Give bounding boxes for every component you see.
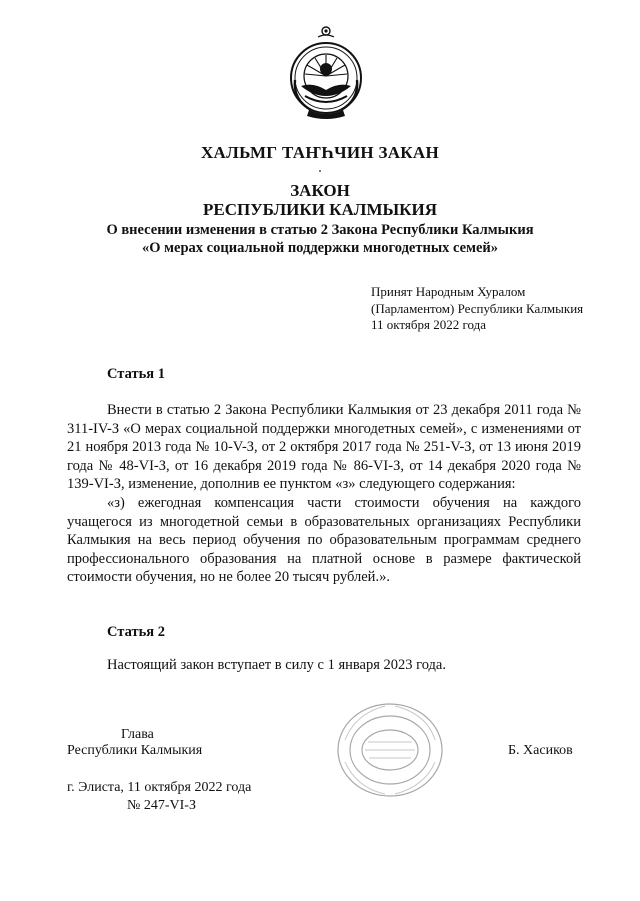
signatory-name: Б. Хасиков	[508, 743, 573, 758]
place-and-date: г. Элиста, 11 октября 2022 года	[67, 780, 252, 795]
signatory-position-line2: Республики Калмыкия	[67, 743, 203, 758]
kalmykia-coat-of-arms-icon	[287, 24, 365, 122]
article2-paragraph1: Настоящий закон вступает в силу с 1 января 2023 года.	[107, 657, 446, 673]
article2-heading: Статья 2	[107, 624, 165, 640]
adopted-line2: (Парламентом) Республики Калмыкия	[371, 301, 584, 316]
law-subtitle-line2: «О мерах социальной поддержки многодетных семей»	[142, 240, 498, 256]
emblem	[287, 24, 365, 122]
article1-paragraph1: Внести в статью 2 Закона Республики Калмыкия от 23 декабря 2011 года № 311-IV-З «О мерах социальной поддержки многодетных семей», с изменениями от 21 ноября 2013 года № 10-V-З, от 2 октября 2017 года № 251-V-З, от 13 июня 2019 года № 48-VI-З, от 16 декабря 2019 года № 86-VI-З, от 14 декабря 2020 года № 139-VI-З, изменение, дополнив ее пунктом «з» следующего содержания:	[67, 402, 581, 492]
law-title-kalmyk: ХАЛЬМГ ТАҤҺЧИН ЗАКАН	[200, 143, 440, 162]
law-title-line2: РЕСПУБЛИКИ КАЛМЫКИЯ	[202, 200, 438, 219]
signatory-position-line1: Глава	[121, 727, 154, 742]
scan-speck	[319, 170, 321, 172]
adopted-line3: 11 октября 2022 года	[371, 317, 487, 332]
official-stamp	[335, 700, 445, 800]
adopted-line1: Принят Народным Хуралом	[371, 284, 526, 299]
official-round-stamp-icon	[335, 700, 445, 800]
article1-paragraph2: «з) ежегодная компенсация части стоимости обучения на каждого учащегося из многодетной семьи в образовательных организациях Республики Калмыкия на весь период обучения по образовательным программам среднего профессионального образования на платной основе в размере фактической стоимости обучения, но не более 20 тысяч рублей.».	[67, 495, 581, 585]
article1-heading: Статья 1	[107, 366, 165, 382]
law-title-line1: ЗАКОН	[290, 181, 350, 200]
law-subtitle-line1: О внесении изменения в статью 2 Закона Республики Калмыкия	[106, 222, 534, 238]
law-number: № 247-VI-З	[127, 798, 196, 813]
